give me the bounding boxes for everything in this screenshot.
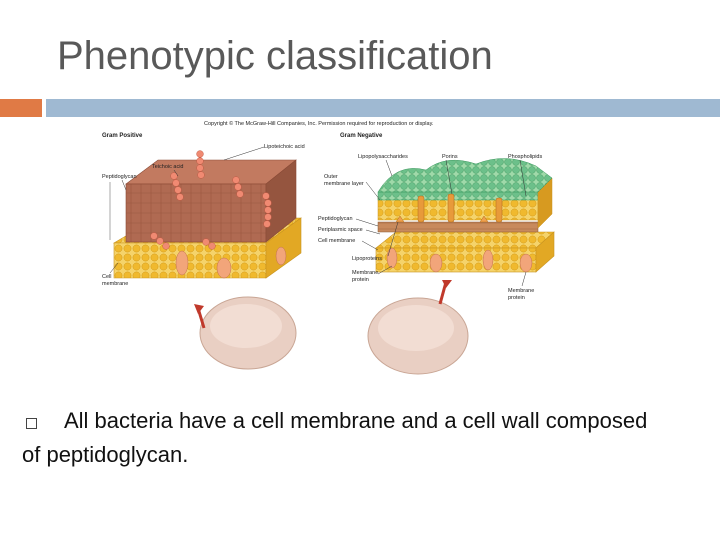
label-outer-membrane-2: membrane layer xyxy=(324,181,364,187)
label-cell-membrane-left-1: Cell xyxy=(102,274,112,280)
gram-positive-wall xyxy=(114,151,301,278)
label-lipopolysaccharides: Lipopolysaccharides xyxy=(358,154,408,160)
slide-title: Phenotypic classification xyxy=(57,34,493,78)
label-peptidoglycan-left: Peptidoglycan xyxy=(102,174,137,180)
label-teichoic-acid: Teichoic acid xyxy=(152,164,184,170)
label-cell-membrane-right: Cell membrane xyxy=(318,238,356,244)
label-phospholipids: Phospholipids xyxy=(508,154,543,160)
gram-negative-cell xyxy=(368,280,468,374)
label-lipoproteins: Lipoproteins xyxy=(352,256,382,262)
label-membrane-protein-center-1: Membrane xyxy=(352,270,379,276)
gram-negative-wall xyxy=(376,158,554,272)
label-cell-membrane-left-2: membrane xyxy=(102,281,129,287)
bullet-text: All bacteria have a cell membrane and a cell wall composed of peptidoglycan. xyxy=(22,408,648,467)
label-peptidoglycan-right: Peptidoglycan xyxy=(318,216,353,222)
label-membrane-protein-center-2: protein xyxy=(352,277,369,283)
copyright-notice: Copyright © The McGraw-Hill Companies, Inc. Permission required for reproduction or display. xyxy=(204,121,434,127)
label-porins: Porins xyxy=(442,154,458,160)
gram-negative-heading: Gram Negative xyxy=(340,133,383,139)
label-membrane-protein-right-2: protein xyxy=(508,295,525,301)
accent-bar-orange xyxy=(0,99,42,117)
label-periplasmic-space: Periplasmic space xyxy=(318,227,363,233)
accent-bar-blue xyxy=(46,99,720,117)
label-membrane-protein-right-1: Membrane xyxy=(508,288,535,294)
label-outer-membrane-1: Outer xyxy=(324,174,338,180)
label-lipoteichoic-acid: Lipoteichoic acid xyxy=(264,144,305,150)
gram-positive-cell xyxy=(194,297,296,369)
cell-wall-diagram xyxy=(96,118,566,378)
gram-positive-heading: Gram Positive xyxy=(102,133,143,139)
